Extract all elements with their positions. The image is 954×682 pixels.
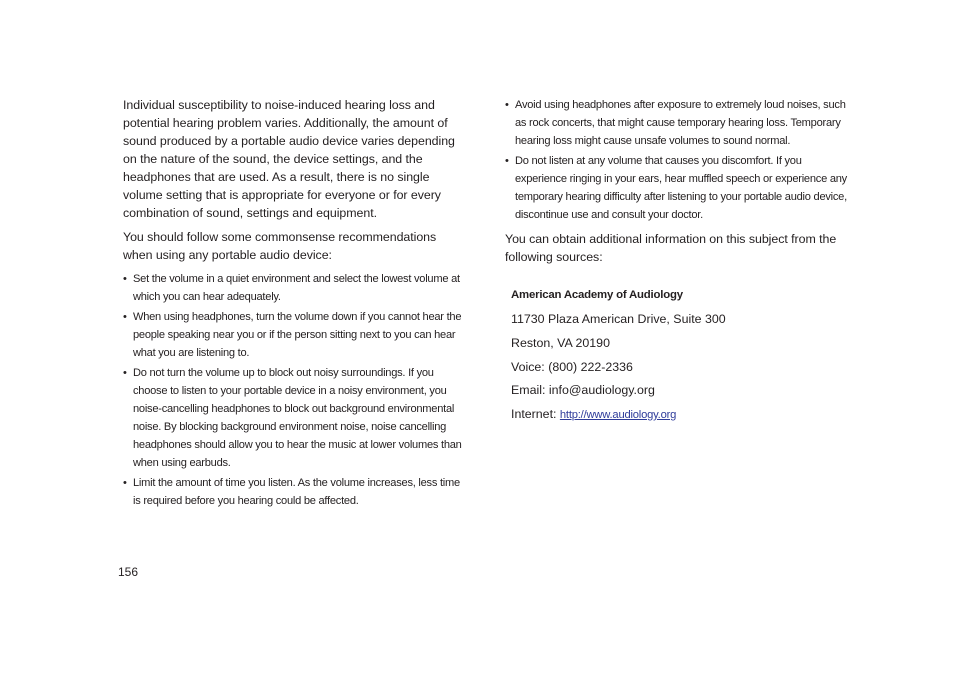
bullet-icon: •: [505, 99, 509, 111]
internet-line: [511, 405, 855, 424]
bullet-icon: •: [123, 476, 127, 489]
list-item-text: Limit the amount of time you listen. As the volume increases, less time is required before you hearing could be affected.: [133, 476, 460, 507]
recommendation-paragraph: You should follow some commonsense recommendations when using any portable audio device:: [123, 230, 437, 262]
right-column: [505, 96, 855, 430]
left-column: [123, 96, 468, 516]
list-item-text: Set the volume in a quiet environment and select the lowest volume at which you can hear adequately.: [133, 273, 460, 304]
recommendation-list-continued: [505, 96, 855, 224]
list-item-text: Avoid using headphones after exposure to extremely loud noises, such as rock concerts, that might cause temporary hearing loss. Temporary hearing loss might cause unsafe volumes to sound normal.: [515, 99, 846, 148]
list-item-text: Do not listen at any volume that causes you discomfort. If you experience ringing in your ears, hear muffled speech or experience any temporary hearing difficulty after listening to your portable audio device, discontinue use and consult your doctor.: [515, 154, 847, 222]
list-item: [505, 96, 855, 150]
bullet-icon: •: [123, 310, 127, 323]
bullet-icon: •: [123, 366, 127, 379]
list-item-text: When using headphones, turn the volume down if you cannot hear the people speaking near you or if the person sitting next to you can hear what you are listening to.: [133, 310, 462, 359]
recommendation-list: [123, 270, 468, 510]
organization-name: American Academy of Audiology: [511, 289, 683, 302]
list-item: [123, 270, 468, 306]
list-item-text: Do not turn the volume up to block out noisy surroundings. If you choose to listen to your portable device in a noisy environment, you noise-cancelling headphones to block out background environmental noise. By blocking background environment noise, noise cancelling headphones should allow you to hear the music at lower volumes than when using earbuds.: [133, 366, 462, 470]
internet-label: Internet:: [511, 407, 560, 421]
bullet-icon: •: [505, 154, 509, 167]
audiology-website-link[interactable]: http://www.audiology.org: [559, 409, 677, 421]
address-line-2: Reston, VA 20190: [511, 335, 610, 350]
list-item: [505, 152, 855, 224]
address-line-1: 11730 Plaza American Drive, Suite 300: [511, 312, 726, 327]
contact-block: [505, 286, 855, 424]
list-item: [123, 474, 468, 510]
list-item: [123, 308, 468, 362]
bullet-icon: •: [123, 273, 127, 285]
voice-number: Voice: (800) 222-2336: [511, 359, 633, 374]
sources-paragraph: You can obtain additional information on this subject from the following sources:: [505, 232, 837, 265]
email-address: Email: info@audiology.org: [511, 383, 655, 398]
list-item: [123, 364, 468, 473]
intro-paragraph: Individual susceptibility to noise-induced hearing loss and potential hearing problem varies. Additionally, the amount of sound produced by a portable audio device varies depending on the nature of the sound, the device settings, and the headphones that are used. As a result, there is no single volume setting that is appropriate for everyone or for every combination of sound, settings and equipment.: [123, 98, 455, 220]
page-number: 156: [118, 565, 139, 579]
